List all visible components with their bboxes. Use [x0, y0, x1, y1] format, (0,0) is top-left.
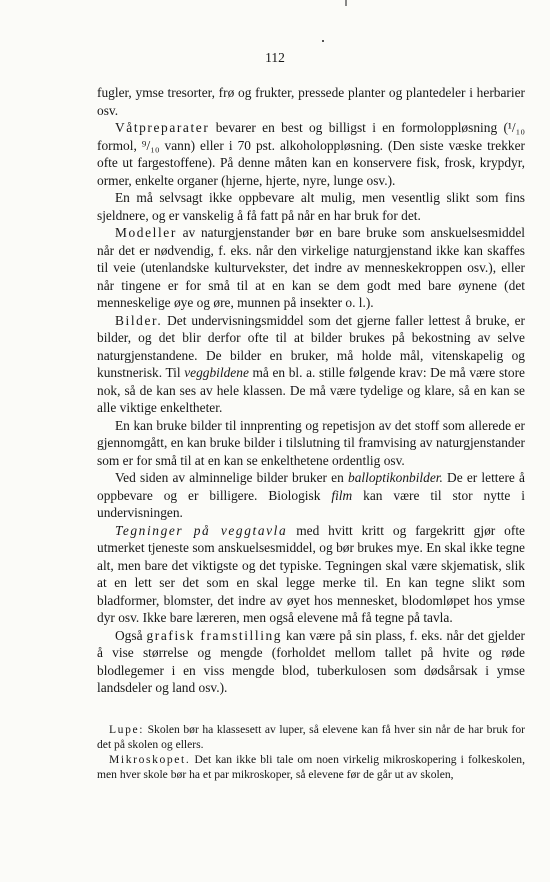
paragraph — [97, 119, 525, 189]
footnotes — [97, 722, 525, 782]
paragraph — [97, 522, 525, 627]
paragraph-lead: Bilder. — [115, 312, 163, 328]
paragraph — [97, 224, 525, 312]
footnote — [97, 722, 525, 752]
paragraph-text: De er lettere å oppbevare og er billigere. Biologisk — [97, 470, 525, 503]
paragraph-italic: film — [331, 487, 353, 503]
body-text — [97, 84, 525, 697]
footnote-text: Skolen bør ha klassesett av luper, så elevene kan få hver sin når de har bruk for det på skolen og ellers. — [97, 723, 525, 751]
paragraph — [97, 312, 525, 417]
paragraph-text: En må selvsagt ikke oppbevare alt mulig, men vesentlig slikt som fins sjeldnere, og er vanskelig å få fatt på når en har bruk for det. — [97, 190, 525, 223]
paragraph-text: kan være på sin plass, f. eks. når det gjelder å vise størrelse og mengde (forholdet mellom tallet på hvite og røde blodlegemer i en viss mengde blod, tuberkulosen som dødsårsak i ymse landsdeler og land osv.). — [97, 627, 526, 695]
page-number: 112 — [265, 50, 285, 65]
paragraph-text: Det undervisningsmiddel som det gjerne faller lettest å bruke, er bilder, og det blir derfor ofte til at bilder brukes på bekostning av selve naturgjenstandene. De bilder en bruker, må holde mål, vitenskapelig og kunstnerisk. Til — [97, 312, 525, 380]
paragraph-text: En kan bruke bilder til innprenting og repetisjon av det stoff som allerede er gjennomgått, en kan bruke bilder i tilslutning til framvising av naturgjenstander som er for små til at en kan se enkelthetene ordentlig osv. — [97, 417, 525, 468]
paragraph-text: Også — [115, 627, 147, 643]
paragraph-text: kan være til stor nytte i undervisningen. — [97, 487, 525, 520]
paragraph-text: med hvitt kritt og fargekritt gjør ofte utmerket tjeneste som anskuelsesmiddel, og bør brukes mye. En skal ikke tegne alt, men bare det viktigste og det typiske. Tegningen skal være skjematisk, slik at en lett ser det som en skal legge merke til. En kan tegne slikt som bladformer, blomster, det indre av øyet hos mennesket, blodomløpet hos ymse dyr osv. Ikke bare læreren, men også elevene må få tegne på tavla. — [97, 522, 525, 625]
paragraph — [97, 189, 525, 224]
paragraph-lead: grafisk framstilling — [146, 627, 283, 643]
paragraph — [97, 417, 525, 470]
footnote-lead: Mikroskopet. — [109, 753, 191, 766]
footnote-lead: Lupe: — [109, 723, 145, 736]
paragraph-lead: Våtpreparater — [115, 120, 210, 135]
paragraph-text: av naturgjenstander bør en bare bruke som anskuelsesmiddel når det er nødvendig, f. eks. når den virkelige naturgjenstand ikke kan skaffes til veie (utenlandske kulturvekster, det indre av menneskekroppen osv.), eller når tingene er for små til at en kan se dem godt med bare øynene (det menneskelige øye og øre, munnen på insekter o. l.). — [97, 225, 525, 310]
paragraph-italic: veggbildene — [184, 365, 249, 380]
paragraph-text: Ved siden av alminnelige bilder bruker en — [115, 470, 349, 485]
paragraph-lead: Modeller — [115, 225, 177, 240]
paragraph — [97, 469, 525, 522]
scan-speck — [322, 40, 324, 42]
footnote — [97, 752, 525, 782]
paragraph-lead: Tegninger på veggtavla — [115, 522, 288, 538]
paragraph — [97, 627, 525, 697]
footnote-text: Det kan ikke bli tale om noen virkelig mikroskopering i folkeskolen, men hver skole bør ha et par mikroskoper, så elevene før de går ut av skolen, — [97, 753, 525, 781]
scan-mark — [345, 0, 347, 6]
paragraph-text: bevarer en best og billigst i en formoloppløsning (¹/₁₀ formol, ⁹/₁₀ vann) eller i 70 pst. alkoholoppløsning. (Den siste væske trekker ofte ut fargestoffene). På denne måten kan en konservere fisk, frosk, krypdyr, ormer, enkelte organer (hjerne, hjerte, nyre, lunge osv.). — [97, 120, 525, 188]
paragraph-text: må en bl. a. stille følgende krav: De må være store nok, så de kan ses av hele klassen. De må være tydelige og klare, så en kan se alle viktige enkeltheter. — [97, 365, 525, 415]
paragraph — [97, 84, 525, 119]
paragraph-italic: balloptikonbilder. — [348, 470, 443, 485]
paragraph-text: fugler, ymse tresorter, frø og frukter, pressede planter og plantedeler i herbarier osv. — [97, 85, 525, 118]
